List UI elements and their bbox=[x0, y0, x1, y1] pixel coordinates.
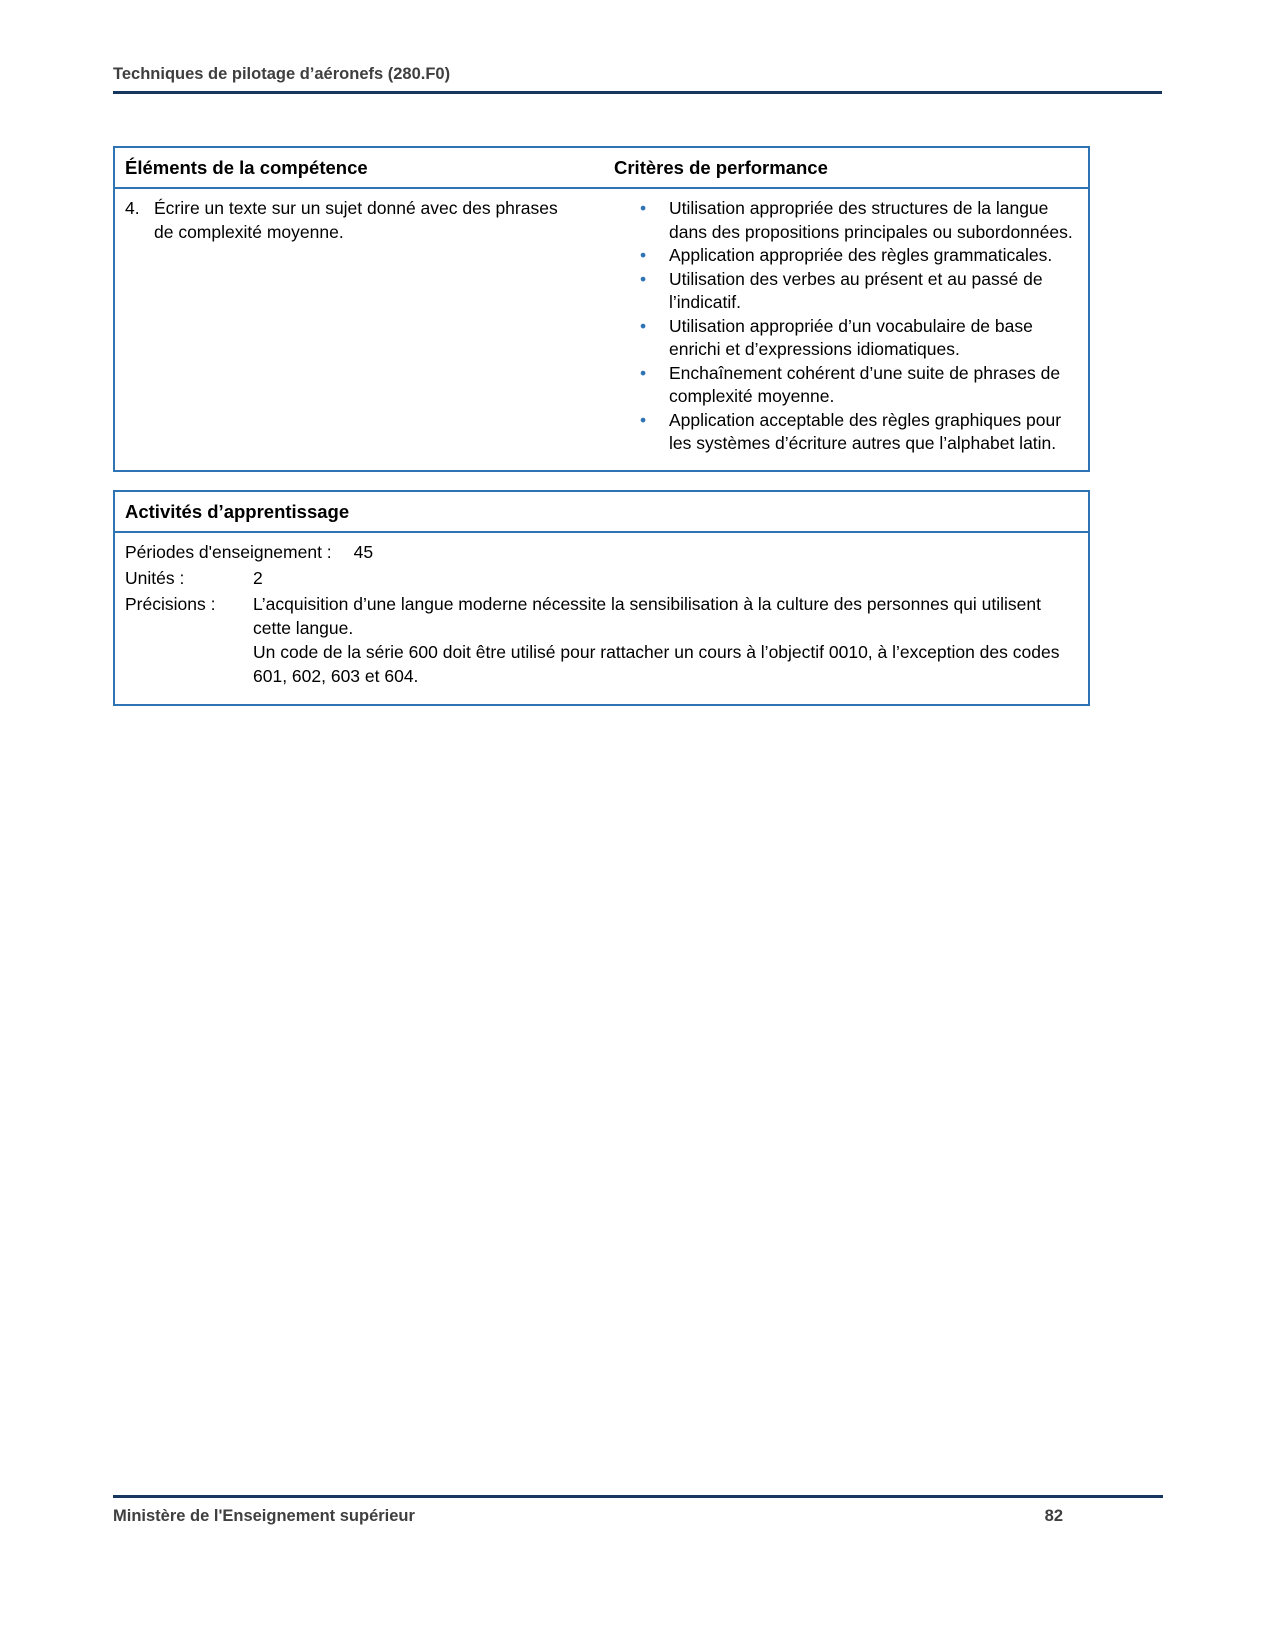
bullet-icon: • bbox=[640, 362, 647, 383]
criteria-text: Utilisation appropriée d’un vocabulaire de base enrichi et d’expressions idiomatiques. bbox=[669, 315, 1033, 359]
activities-box bbox=[113, 490, 1090, 706]
bullet-icon: • bbox=[640, 245, 647, 265]
row-precisions bbox=[125, 592, 1078, 688]
element-cell bbox=[115, 189, 604, 470]
criteria-item bbox=[628, 409, 1078, 456]
criteria-item bbox=[628, 197, 1078, 244]
column-header-elements: Éléments de la compétence bbox=[125, 157, 368, 178]
element-text: Écrire un texte sur un sujet donné avec des phrases de complexité moyenne. bbox=[154, 198, 558, 242]
header-rule bbox=[113, 91, 1162, 94]
page-footer bbox=[113, 1495, 1163, 1526]
footer-ministry: Ministère de l'Enseignement supérieur bbox=[113, 1507, 415, 1525]
row-periods bbox=[125, 540, 1078, 564]
competence-table bbox=[113, 146, 1090, 472]
activities-title-row bbox=[115, 492, 1088, 533]
units-value: 2 bbox=[253, 567, 263, 588]
footer-page-number: 82 bbox=[1044, 1507, 1063, 1525]
page-content bbox=[0, 0, 1275, 706]
criteria-text: Utilisation appropriée des structures de la langue dans des propositions principales ou subordonnées. bbox=[669, 198, 1073, 242]
activities-title: Activités d’apprentissage bbox=[125, 500, 350, 522]
criteria-item bbox=[628, 244, 1078, 268]
criteria-text: Utilisation des verbes au présent et au passé de l’indicatif. bbox=[669, 268, 1043, 312]
bullet-icon: • bbox=[640, 198, 647, 218]
criteria-text: Application appropriée des règles grammaticales. bbox=[669, 245, 1053, 265]
competence-table-header-row bbox=[115, 148, 1088, 189]
bullet-icon: • bbox=[640, 268, 647, 289]
periods-label: Périodes d'enseignement : bbox=[125, 541, 332, 562]
precisions-paragraph: L’acquisition d’une langue moderne nécessite la sensibilisation à la culture des personnes qui utilisent cette langue. bbox=[253, 593, 1041, 638]
criteria-list bbox=[614, 197, 1078, 456]
page-header-title: Techniques de pilotage d’aéronefs (280.F0) bbox=[113, 65, 451, 83]
precisions-paragraph: Un code de la série 600 doit être utilisé pour rattacher un cours à l’objectif 0010, à l’exception des codes 601, 602, 603 et 604. bbox=[253, 641, 1060, 686]
criteria-text: Enchaînement cohérent d’une suite de phrases de complexité moyenne. bbox=[669, 362, 1061, 406]
criteria-text: Application acceptable des règles graphiques pour les systèmes d’écriture autres que l’alphabet latin. bbox=[669, 409, 1062, 453]
precisions-value bbox=[253, 592, 1078, 688]
criteria-item bbox=[628, 268, 1078, 315]
activities-body bbox=[115, 533, 1088, 704]
periods-value: 45 bbox=[353, 541, 374, 562]
precisions-label: Précisions : bbox=[125, 593, 216, 614]
page-header bbox=[113, 64, 1162, 94]
footer-rule bbox=[113, 1495, 1163, 1498]
criteria-cell bbox=[604, 189, 1088, 470]
row-units bbox=[125, 566, 1078, 590]
column-header-criteria: Critères de performance bbox=[614, 157, 828, 178]
bullet-icon: • bbox=[640, 315, 647, 336]
units-label: Unités : bbox=[125, 567, 185, 588]
element-number: 4. bbox=[125, 198, 140, 218]
criteria-item bbox=[628, 362, 1078, 409]
criteria-item bbox=[628, 315, 1078, 362]
element-item bbox=[125, 197, 594, 244]
footer-row bbox=[113, 1506, 1163, 1526]
bullet-icon: • bbox=[640, 409, 647, 430]
competence-table-body-row bbox=[115, 189, 1088, 470]
